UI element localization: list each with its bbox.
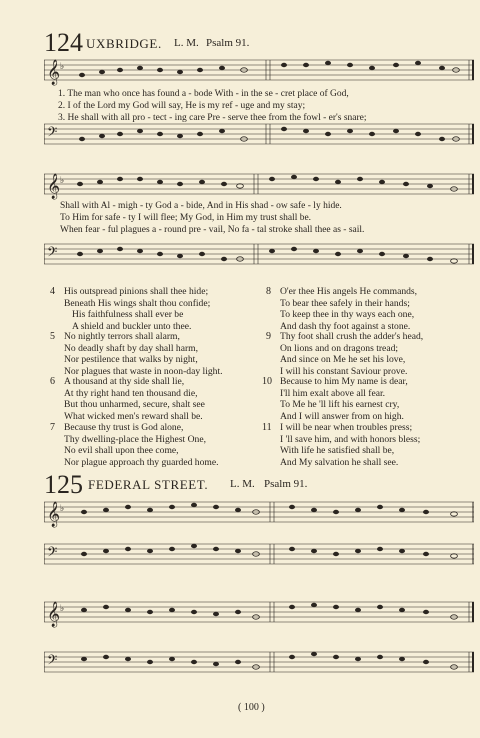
- hymn-meter-125: L. M.: [230, 478, 255, 490]
- hymn-number: 124: [44, 28, 83, 57]
- music-staff-bass-125: [44, 540, 476, 570]
- verse-7: 7 Because thy trust is God alone, Thy dwelling-place the Highest One, No evil shall upon thee come, Nor plague approach thy guarded home.: [50, 422, 219, 468]
- music-staff-bass-125-2: [44, 648, 476, 678]
- svg-text:♭: ♭: [60, 504, 65, 514]
- music-staff-treble-2: [44, 166, 476, 202]
- svg-text:𝄢: 𝄢: [47, 124, 58, 143]
- hymn-psalm-ref-125: Psalm 91.: [264, 478, 308, 490]
- verse-11: 11 I will be near when troubles press; I 'll save him, and with honors bless; With life he satisfied shall be, And My salvation he shall see.: [262, 422, 421, 468]
- lyrics-system-2: Shall with Al - migh - ty God a - bide, And in His shad - ow safe - ly hide. To Him for safe - ty I will flee; My God, in Him my trust shall be. When fear - ful plagues a - round pre - vail, No fa - tal stroke shall thee as - sail.: [60, 201, 365, 235]
- svg-text:𝄞: 𝄞: [47, 602, 61, 627]
- svg-text:♭: ♭: [60, 176, 65, 186]
- hymn-tune-title-125: FEDERAL STREET.: [88, 477, 209, 492]
- verse-6: 6 A thousand at thy side shall lie, At thy right hand ten thousand die, But thou unharmed, secure, shalt see What wicked men's reward shall be.: [50, 376, 205, 422]
- svg-text:𝄞: 𝄞: [47, 502, 61, 527]
- verse-4: 4 His outspread pinions shall thee hide; Beneath His wings shalt thou confide; His faithfulness shall ever be A shield and buckler unto thee.: [50, 286, 211, 332]
- music-staff-bass-2: [44, 240, 476, 270]
- hymn-meter: L. M.: [174, 37, 199, 49]
- music-staff-treble-125-2: [44, 594, 476, 628]
- verse-10: 10 Because to him My name is dear, I'll him exalt above all fear. To Me he 'll lift his earnest cry, And I will answer from on high.: [262, 376, 408, 422]
- verse-8: 8 O'er thee His angels He commands, To bear thee safely in their hands; To keep thee in thy ways each one, And dash thy foot against a stone.: [266, 286, 418, 332]
- svg-text:𝄢: 𝄢: [47, 244, 58, 263]
- hymn-psalm-ref: Psalm 91.: [206, 37, 250, 49]
- svg-text:𝄢: 𝄢: [47, 544, 58, 563]
- music-staff-treble-125: [44, 494, 476, 528]
- verse-9: 9 Thy foot shall crush the adder's head, On lions and on dragons tread; And since on Me he set his love, I will his constant Saviour prove.: [266, 331, 424, 377]
- svg-text:𝄞: 𝄞: [47, 60, 61, 85]
- hymn-number-125: 125: [44, 470, 83, 499]
- svg-text:♭: ♭: [60, 604, 65, 614]
- music-staff-bass: [44, 120, 476, 150]
- svg-text:♭: ♭: [60, 62, 65, 72]
- svg-text:𝄢: 𝄢: [47, 652, 58, 671]
- svg-text:𝄞: 𝄞: [47, 174, 61, 199]
- music-staff-treble: [44, 52, 476, 92]
- page-number: ( 100 ): [238, 702, 265, 713]
- verse-5: 5 No nightly terrors shall alarm, No deadly shaft by day shall harm, Nor pestilence that walks by night, Nor plagues that waste in noon-day light.: [50, 331, 223, 377]
- lyrics-system-1: 1. The man who once has found a - bode With - in the se - cret place of God, 2. I of the Lord my God will say, He is my ref - uge and my stay; 3. He shall with all pro - tect - ing care Pre - serve thee from the fowl - er's snare;: [58, 89, 367, 123]
- hymn-tune-title: UXBRIDGE.: [86, 36, 162, 51]
